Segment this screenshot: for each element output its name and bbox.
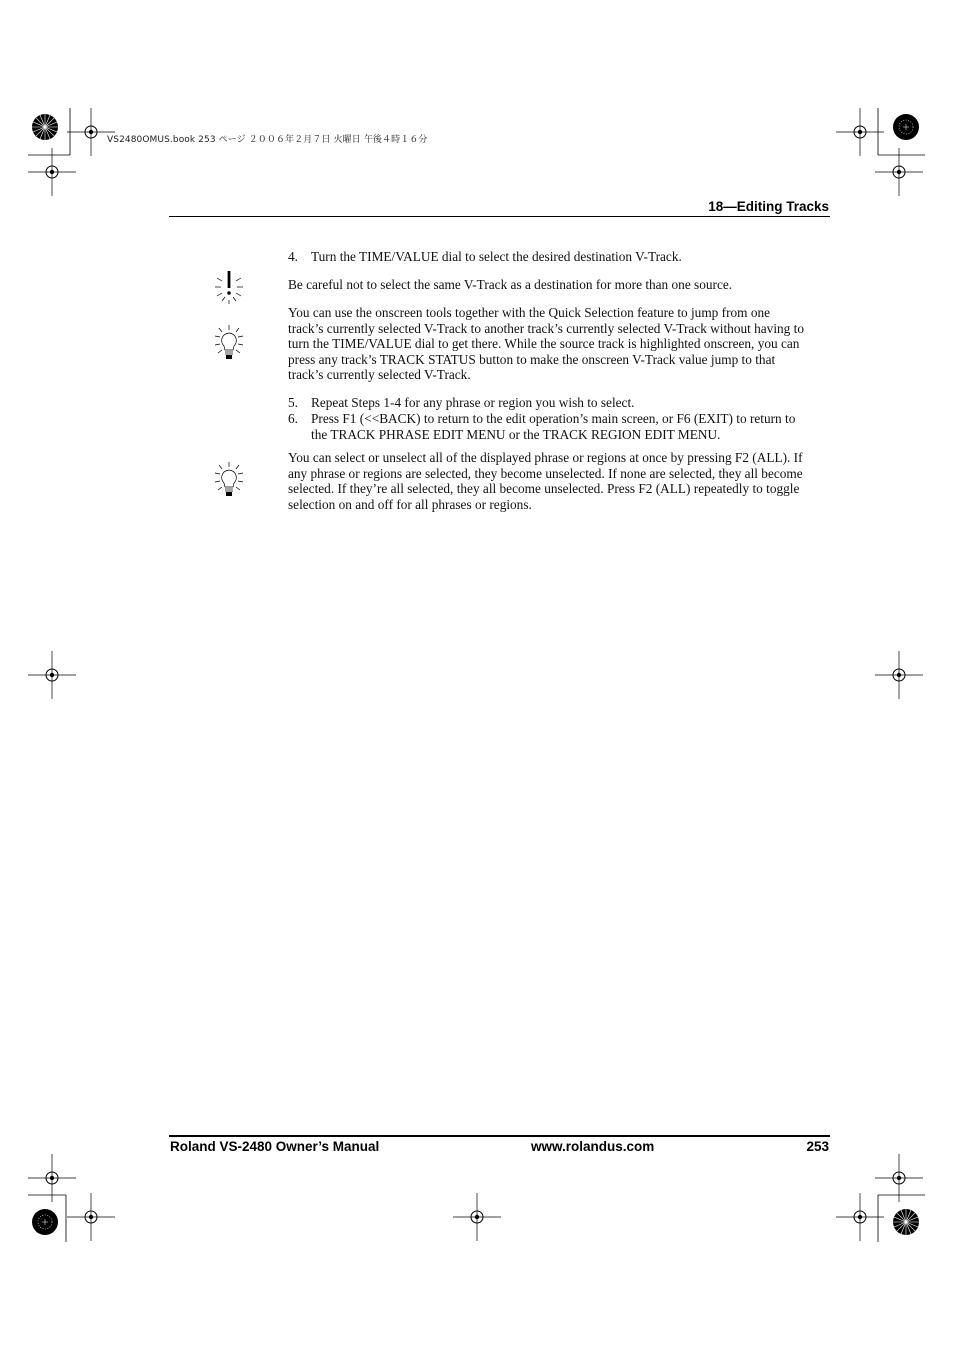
tip-paragraph-1: You can use the onscreen tools together with the Quick Selection feature to jump from one track’s currently selected V-Track to another track’s currently selected V-Track without having to turn the TIME/VALUE dial to get there. While the source track is highlighted onscreen, you can press any track’s TRACK STATUS button to make the onscreen V-Track value jump to that track’s currently selected V-Track. [288, 305, 804, 383]
step-text: Press F1 (<<BACK) to return to the edit operation’s main screen, or F6 (EXIT) to return to the TRACK PHRASE EDIT MENU or the TRACK REGION EDIT MENU. [311, 411, 796, 442]
page-number: 253 [806, 1139, 829, 1154]
header-rule [169, 216, 830, 217]
step-number: 4. [288, 249, 298, 264]
website-link[interactable]: www.rolandus.com [531, 1139, 655, 1154]
tip-paragraph-2: You can select or unselect all of the displayed phrase or regions at once by pressing F2 (ALL). If any phrase or regions are selected, they become unselected. If none are selected, they all become selected. If they’re all selected, they all become unselected. Press F2 (ALL) repeatedly to toggle selection on and off for all phrases or regions. [288, 450, 803, 512]
chapter-title: 18—Editing Tracks [708, 199, 829, 214]
lightbulb-icon [214, 324, 244, 364]
caution-icon [214, 268, 244, 308]
step-5 [288, 395, 808, 411]
lightbulb-icon [214, 461, 244, 501]
step-number: 6. [288, 411, 298, 426]
step-6 [288, 411, 808, 442]
step-text: Repeat Steps 1-4 for any phrase or region you wish to select. [311, 395, 635, 410]
step-4 [288, 249, 808, 265]
caution-note: Be careful not to select the same V-Track as a destination for more than one source. [288, 277, 733, 292]
step-number: 5. [288, 395, 298, 410]
footer-rule [169, 1135, 830, 1137]
print-info: VS2480OMUS.book 253 ページ ２００６年２月７日 火曜日 午後４時１６分 [107, 135, 428, 145]
step-text: Turn the TIME/VALUE dial to select the desired destination V-Track. [311, 249, 682, 264]
manual-title: Roland VS-2480 Owner’s Manual [170, 1139, 380, 1154]
